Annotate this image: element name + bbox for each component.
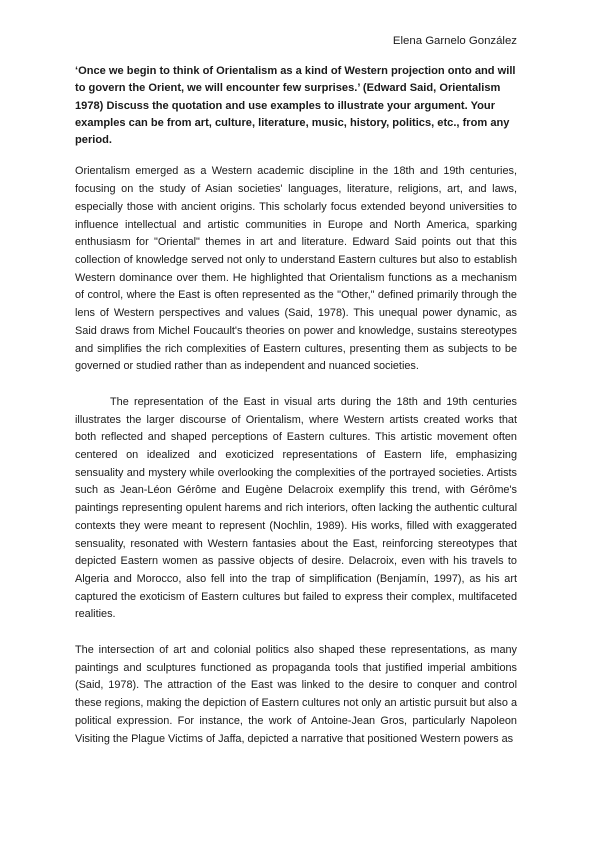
- paragraph-2: The representation of the East in visual arts during the 18th and 19th centuries illustrates the larger discourse of Orientalism, where Western artists created works that both reflected and shaped perceptions of Eastern cultures. This artistic movement often centered on idealized and exoticized representations of Eastern life, emphasizing sensuality and mystery while overlooking the complexities of the portrayed societies. Artists such as Jean-Léon Gérôme and Eugène Delacroix exemplify this trend, with Gérôme's paintings representing opulent harems and rich interiors, often lacking the authentic cultural contexts they were meant to represent (Nochlin, 1989). His works, filled with exaggerated sensuality, resonated with Western fantasies about the East, reinforcing stereotypes that depicted Eastern women as passive objects of desire. Delacroix, even with his travels to Algeria and Morocco, also fell into the trap of simplification (Benjamín, 1997), as his art captured the exoticism of Eastern cultures but failed to express their complex, multifaceted realities.: [75, 395, 517, 621]
- paragraph-1: Orientalism emerged as a Western academic discipline in the 18th and 19th centuries, focusing on the study of Asian societies' languages, literature, religions, art, and laws, especially those with ancient origins. This scholarly focus extended beyond universities to influence intellectual and artistic communities in Europe and North America, sparking enthusiasm for "Oriental" themes in art and literature. Edward Said points out that this collection of knowledge served not only to understand Eastern cultures but also to establish Western dominance over them. He highlighted that Orientalism functions as a mechanism of control, where the East is often represented as the "Other," defined primarily through the lens of Western perspectives and values (Said, 1978). This unequal power dynamic, as Said draws from Michel Foucault's theories on power and knowledge, sustains stereotypes and simplifies the rich complexities of Eastern cultures, presenting them as subjects to be governed or studied rather than as independent and nuanced societies.: [75, 165, 517, 373]
- essay-prompt: ‘Once we begin to think of Orientalism as a kind of Western projection onto and will to govern the Orient, we will encounter few surprises.’ (Edward Said, Orientalism 1978) Discuss the quotation and use examples to illustrate your argument. Your examples can be from art, culture, literature, music, history, politics, etc., from any period.: [75, 65, 516, 147]
- author-name: Elena Garnelo González: [392, 35, 517, 47]
- paragraph-3: The intersection of art and colonial politics also shaped these representations, as many paintings and sculptures functioned as propaganda tools that justified imperial ambitions (Said, 1978). The attraction of the East was linked to the desire to conquer and control these regions, making the depiction of Eastern cultures not only an artistic pursuit but also a political expression. For instance, the work of Antoine-Jean Gros, particularly Napoleon Visiting the Plague Victims of Jaffa, depicted a narrative that positioned Western powers as: [75, 644, 517, 745]
